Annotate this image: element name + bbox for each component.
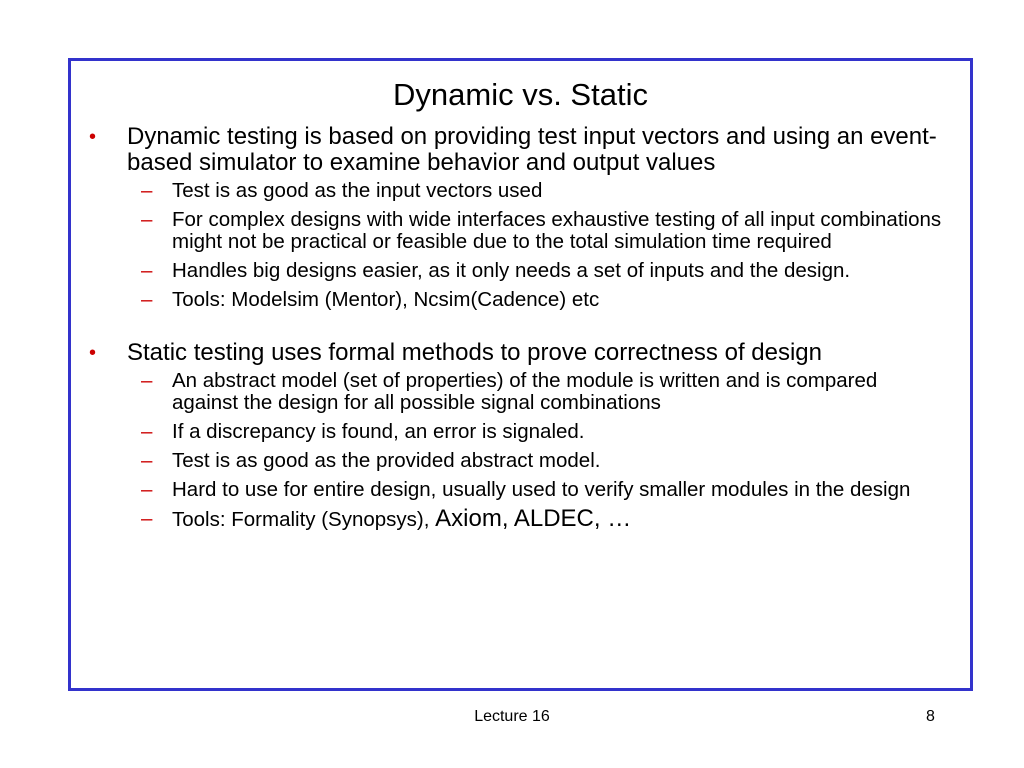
sub-item-text: If a discrepancy is found, an error is signaled. xyxy=(172,420,585,443)
sub-item xyxy=(71,289,970,311)
dash-marker: – xyxy=(141,288,153,311)
bullet-text: Static testing uses formal methods to prove correctness of design xyxy=(127,339,823,366)
sub-item-text-large: Axiom, ALDEC, … xyxy=(435,505,632,532)
slide-title: Dynamic vs. Static xyxy=(393,77,648,112)
sub-item-text: Test is as good as the input vectors used xyxy=(172,179,543,202)
bullet-marker: • xyxy=(89,342,97,364)
sub-item-text: An abstract model (set of properties) of the module is written and is compared against the design for all possible signal combinations xyxy=(172,369,878,414)
sub-item xyxy=(71,260,970,282)
sub-item-text: Test is as good as the provided abstract model. xyxy=(172,449,601,472)
sub-item xyxy=(71,479,970,501)
dash-marker: – xyxy=(141,449,153,472)
bullet-text: Dynamic testing is based on providing test input vectors and using an event-based simulator to examine behavior and output values xyxy=(127,123,937,176)
sub-list-dynamic xyxy=(71,180,970,311)
sub-item xyxy=(71,209,970,253)
footer-page-number: 8 xyxy=(926,708,935,725)
dash-marker: – xyxy=(141,369,153,392)
sub-item-text: Tools: Modelsim (Mentor), Ncsim(Cadence) etc xyxy=(172,288,600,311)
sub-item xyxy=(71,421,970,443)
sub-item-text-small: Tools: Formality (Synopsys), xyxy=(172,508,436,531)
slide-content xyxy=(71,124,970,538)
slide-frame xyxy=(68,58,973,691)
dash-marker: – xyxy=(141,179,153,202)
dash-marker: – xyxy=(141,478,153,501)
footer-lecture-label: Lecture 16 xyxy=(474,708,550,725)
sub-item-text: Handles big designs easier, as it only needs a set of inputs and the design. xyxy=(172,259,851,282)
dash-marker: – xyxy=(141,208,153,231)
dash-marker: – xyxy=(141,420,153,443)
bullet-static-testing xyxy=(71,340,970,366)
sub-item-text: Hard to use for entire design, usually used to verify smaller modules in the design xyxy=(172,478,911,501)
sub-item xyxy=(71,180,970,202)
sub-list-static xyxy=(71,370,970,531)
sub-item-text: For complex designs with wide interfaces exhaustive testing of all input combinations might not be practical or feasible due to the total simulation time required xyxy=(172,208,942,253)
bullet-dynamic-testing xyxy=(71,124,970,176)
sub-item xyxy=(71,450,970,472)
bullet-marker: • xyxy=(89,126,97,148)
sub-item xyxy=(71,370,970,414)
dash-marker: – xyxy=(141,259,153,282)
dash-marker: – xyxy=(141,507,153,530)
sub-item-tools xyxy=(71,505,970,532)
